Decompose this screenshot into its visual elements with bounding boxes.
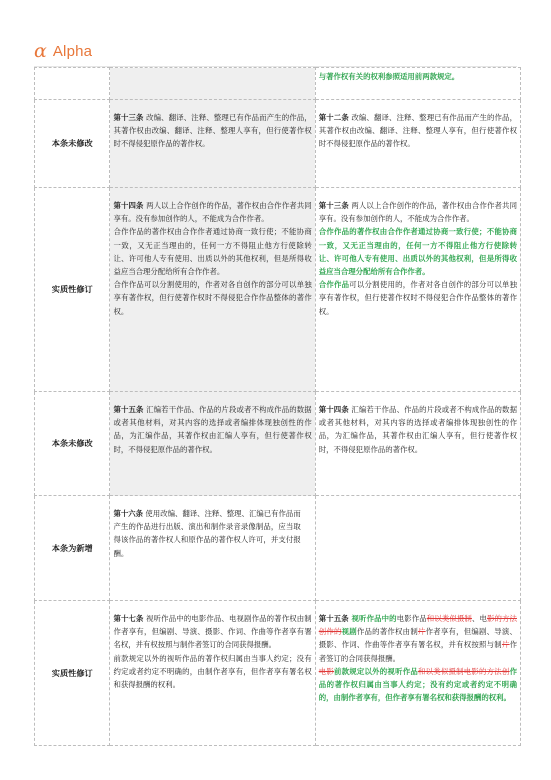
article-text: 汇编若干作品、作品的片段或者不构成作品的数据或者其他材料，对其内容的选择或者编排体现独创性的作品，为汇编作品，其著作权由汇编人享有，但行使著作权时，不得侵犯原作品的著作权。 — [113, 405, 312, 454]
deleted-text: 影的方法创作的 — [318, 614, 517, 637]
article-number: 第十四条 — [318, 405, 349, 414]
old-article-cell — [110, 68, 315, 100]
article-number: 第十三条 — [318, 201, 349, 210]
new-article-cell — [315, 100, 520, 188]
article-text: 可以分割使用的，作者对各自创作的部分可以单独享有著作权，但行使著作权时不得侵犯合作作品整体的著作权。 — [318, 280, 517, 316]
article-text: 改编、翻译、注释、整理已有作品而产生的作品，其著作权由改编、翻译、注释、整理人享有，但行使著作权时不得侵犯原作品的著作权。 — [113, 113, 312, 149]
article-text: 汇编若干作品、作品的片段或者不构成作品的数据或者其他材料，对其内容的选择或者编排体现独创性的作品，为汇编作品，其著作权由汇编人享有，但行使著作权时，不得侵犯原作品的著作权。 — [318, 405, 517, 454]
article-number: 第十二条 — [318, 113, 349, 122]
article-text: 改编、翻译、注释、整理已有作品而产生的作品，其著作权由改编、翻译、注释、整理人享有，但行使著作权时不得侵犯原作品的著作权。 — [318, 113, 517, 149]
article-text: 两人以上合作创作的作品，著作权由合作作者共同享有。没有参加创作的人，不能成为合作作者。 — [318, 201, 517, 224]
added-text: 合作作品的 — [318, 227, 357, 237]
article-text: 作者签订的合同获得报酬。 — [318, 640, 517, 663]
added-text: 与著作权有关的权利参照适用前两款规定。 — [318, 72, 460, 81]
article-number: 第十六条 — [113, 509, 144, 518]
article-paragraph: 前款规定以外的视听作品的著作权归属由当事人约定；没有约定或者约定不明确的，由制作者享有，但作者享有署名权和获得报酬的权利。 — [113, 653, 312, 690]
deleted-text: 和以类似摄制 — [426, 614, 472, 623]
new-article-cell — [315, 68, 520, 100]
table-row — [35, 392, 521, 496]
old-article-cell — [110, 496, 315, 601]
article-text: 视听作品中的电影作品、电视剧作品的著作权由制作者享有，但编剧、导演、摄影、作词、作曲等作者享有署名权，并有权按照与制作者签订的合同获得报酬。 — [113, 614, 312, 650]
row-label — [35, 68, 110, 100]
alpha-logo-text: Alpha — [52, 42, 93, 60]
article-text: 作品的著作权由制 — [356, 627, 418, 637]
row-label: 实质性修订 — [35, 601, 110, 746]
deleted-text: 片 — [417, 627, 426, 637]
new-article-cell — [315, 392, 520, 496]
added-text: 作品的著作权归属由当事人约定；没有约定或者约定不明确的，由制作者享有，但作者享有署名权和获得报酬的权利。 — [318, 666, 517, 703]
article-text: 作者享有，但编剧、导演、摄影、作词、作曲等作者享有署名权，并有权按照与制 — [318, 627, 517, 650]
added-text: 视听作品中的 — [348, 614, 397, 623]
old-article-cell — [110, 392, 315, 496]
deleted-text: 片 — [501, 640, 510, 650]
alpha-logo — [34, 40, 92, 62]
table-row — [35, 68, 521, 100]
table-row — [35, 188, 521, 392]
deleted-text: 和以类似摄制电影的方法创 — [417, 666, 510, 676]
new-article-cell — [315, 601, 520, 746]
row-label: 本条未修改 — [35, 392, 110, 496]
deleted-text: 电影 — [318, 666, 334, 676]
row-label: 本条为新增 — [35, 496, 110, 601]
article-text: 两人以上合作创作的作品，著作权由合作作者共同享有。没有参加创作的人，不能成为合作作者。 — [113, 201, 312, 224]
article-paragraph: 合作作品可以分割使用的，作者对各自创作的部分可以单独享有著作权，但行使著作权时不得侵犯合作作品整体的著作权。 — [113, 280, 312, 316]
article-number: 第十五条 — [318, 614, 349, 623]
old-article-cell — [110, 601, 315, 746]
row-label: 本条未修改 — [35, 100, 110, 188]
article-text: 、电 — [471, 614, 488, 623]
old-article-cell — [110, 188, 315, 392]
table-row — [35, 100, 521, 188]
article-number: 第十四条 — [113, 201, 144, 210]
added-text: 合作作品 — [318, 280, 350, 290]
new-article-cell — [315, 188, 520, 392]
article-number: 第十三条 — [113, 113, 144, 122]
added-text: 视剧 — [341, 627, 357, 637]
article-text: 电影作品 — [396, 614, 427, 623]
added-text: 著作权由合作作者通过协商一致行使；不能协商一致，又无正当理由的，任何一方不得阻止他方行使除转让、许可他人专有使用、出质以外的其他权利，但是所得收益应当合理分配给所有合作作者。 — [318, 227, 517, 277]
article-paragraph: 合作作品的著作权由合作作者通过协商一致行使；不能协商一致，又无正当理由的，任何一方不得阻止他方行使除转让、许可他人专有使用、出质以外的其他权利，但是所得收益应当合理分配给所有合作作者。 — [113, 227, 312, 277]
added-text: 前款规定以外的视听作品 — [334, 666, 418, 676]
table-row — [35, 601, 521, 746]
article-number: 第十五条 — [113, 405, 144, 414]
article-text: 使用改编、翻译、注释、整理、汇编已有作品而产生的作品进行出版、演出和制作录音录像制品，应当取得该作品的著作权人和原作品的著作权人许可，并支付报酬。 — [113, 509, 301, 558]
article-number: 第十七条 — [113, 614, 144, 623]
alpha-logo-icon: α — [34, 39, 47, 62]
new-article-cell — [315, 496, 520, 601]
table-row — [35, 496, 521, 601]
old-article-cell — [110, 100, 315, 188]
row-label: 实质性修订 — [35, 188, 110, 392]
comparison-table — [34, 67, 521, 746]
